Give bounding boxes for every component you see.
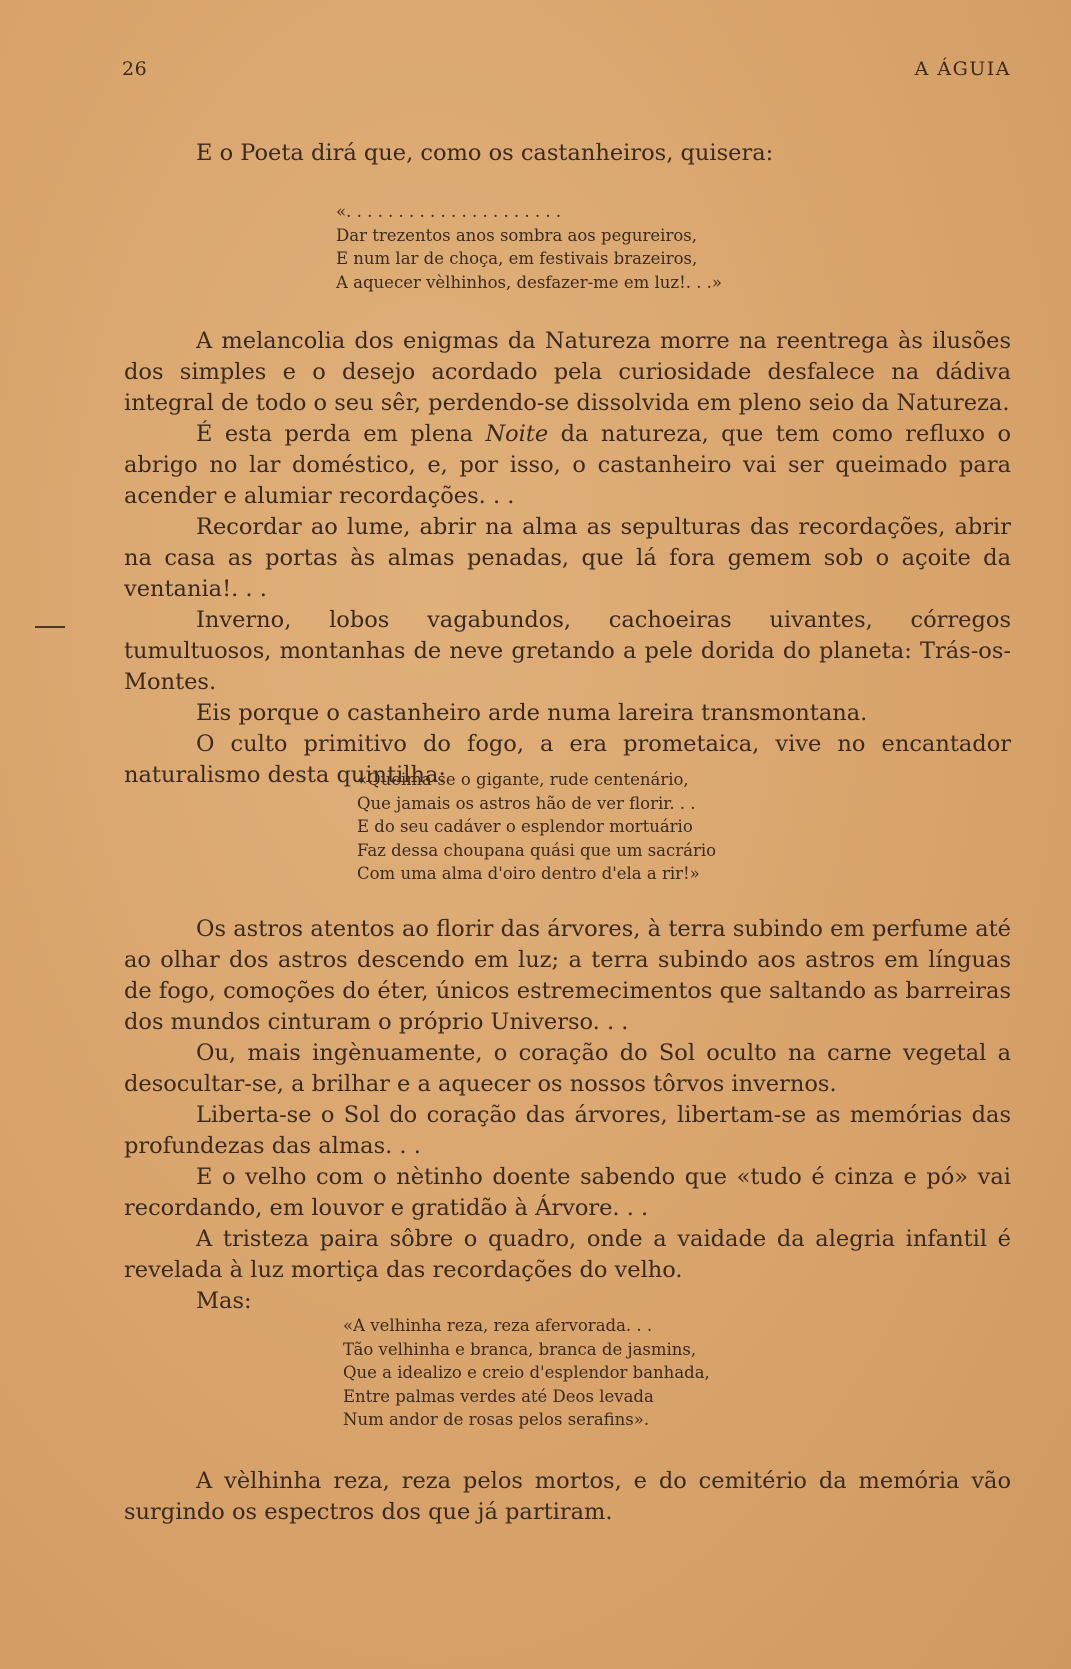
paragraph: Os astros atentos ao florir das árvores, à terra subindo em perfume até ao olhar dos astros descendo em luz; a terra subindo aos astros em línguas de fogo, comoções do éter, únicos estremecimentos que saltando as barreiras dos mundos cinturam o próprio Universo. . . [124, 916, 1011, 1035]
margin-mark [35, 626, 65, 628]
paragraph: Inverno, lobos vagabundos, cachoeiras uivantes, córregos tumultuosos, montanhas de neve gretando a pele dorida do planeta: Trás-os-Montes. [124, 607, 1011, 695]
page-number: 26 [122, 58, 148, 80]
verse-line: «Queima-se o gigante, rude centenário, [357, 770, 689, 789]
verse-quote-3 [343, 1314, 710, 1432]
paragraph: Mas: [196, 1288, 252, 1314]
paragraph: A melancolia dos enigmas da Natureza morre na reentrega às ilusões dos simples e o desejo acordado pela curiosidade desfalece na dádiva integral de todo o seu sêr, perdendo-se dissolvida em pleno seio da Natureza. [124, 328, 1011, 416]
verse-line: E do seu cadáver o esplendor mortuário [357, 817, 693, 836]
verse-line: Entre palmas verdes até Deos levada [343, 1386, 654, 1406]
paragraph [124, 419, 1011, 512]
verse-line: Num andor de rosas pelos serafins». [343, 1410, 650, 1429]
paragraph: Liberta-se o Sol do coração das árvores, libertam-se as memórias das profundezas das almas. . . [124, 1102, 1011, 1159]
verse-line: Faz dessa choupana quási que um sacrário [357, 840, 717, 860]
emphasis-word: Noite [485, 421, 549, 447]
paragraph: E o velho com o nètinho doente sabendo que «tudo é cinza e pó» vai recordando, em louvor e gratidão à Árvore. . . [124, 1164, 1011, 1221]
verse-line: E num lar de choça, em festivais brazeiros, [336, 249, 698, 268]
prose-block-2 [124, 326, 1011, 791]
verse-line: «A velhinha reza, reza afervorada. . . [343, 1316, 653, 1335]
verse-quote-1 [336, 200, 722, 294]
paragraph: A vèlhinha reza, reza pelos mortos, e do cemitério da memória vão surgindo os espectros dos que já partiram. [124, 1468, 1011, 1525]
verse-line: Com uma alma d'oiro dentro d'ela a rir!» [357, 864, 700, 883]
verse-line: A aquecer vèlhinhos, desfazer-me em luz!. . .» [336, 272, 723, 292]
paragraph: O culto primitivo do fogo, a era prometaica, vive no encantador naturalismo desta quintilha: [124, 731, 1011, 788]
paragraph: Ou, mais ingènuamente, o coração do Sol oculto na carne vegetal a desocultar-se, a brilhar e a aquecer os nossos tôrvos invernos. [124, 1040, 1011, 1097]
verse-line: Dar trezentos anos sombra aos pegureiros, [336, 225, 697, 245]
paragraph-text: da natureza, que tem como refluxo o abrigo no lar doméstico, e, por isso, o castanheiro vai ser queimado para acender e alumiar recordações. . . [124, 421, 1012, 509]
verse-line: Que jamais os astros hão de ver florir. . . [357, 793, 696, 813]
paragraph: Eis porque o castanheiro arde numa lareira transmontana. [196, 700, 868, 726]
verse-line: «. . . . . . . . . . . . . . . . . . . . . [336, 202, 562, 221]
paragraph: E o Poeta dirá que, como os castanheiros, quisera: [196, 140, 774, 166]
verse-quote-2 [357, 768, 716, 886]
running-title: A ÁGUIA [914, 58, 1011, 80]
intro-paragraph [124, 138, 1011, 169]
closing-block [124, 1466, 1011, 1528]
paragraph: A tristeza paira sôbre o quadro, onde a vaidade da alegria infantil é revelada à luz mortiça das recordações do velho. [124, 1226, 1011, 1283]
verse-line: Que a idealizo e creio d'esplendor banhada, [343, 1363, 710, 1382]
prose-block-3 [124, 914, 1011, 1317]
paragraph: Recordar ao lume, abrir na alma as sepulturas das recordações, abrir na casa as portas às almas penadas, que lá fora gemem sob o açoite da ventania!. . . [124, 514, 1011, 602]
paragraph-text: É esta perda em plena [196, 421, 486, 447]
verse-line: Tão velhinha e branca, branca de jasmins, [343, 1339, 697, 1359]
